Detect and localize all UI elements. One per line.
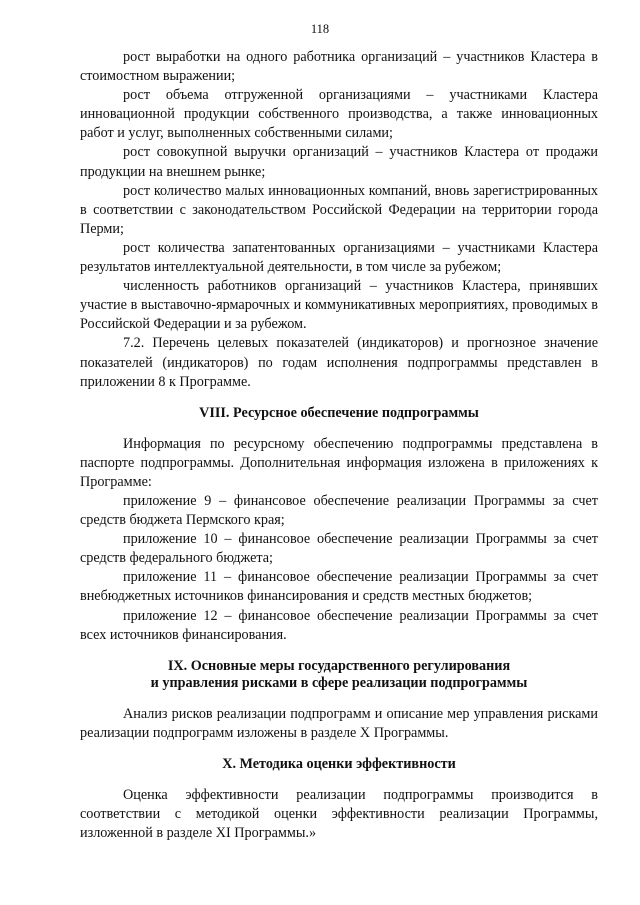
paragraph-output-per-worker: рост выработки на одного работника организаций – участников Кластера в стоимостном выражении;: [80, 49, 598, 85]
paragraph-resource-info: Информация по ресурсному обеспечению подпрограммы представлена в паспорте подпрограммы. Дополнительная информация изложена в приложениях к Программе:: [80, 435, 598, 490]
section-heading-ix: [80, 658, 598, 692]
paragraph-export-revenue: рост совокупной выручки организаций – участников Кластера от продажи продукции на внешнем рынке;: [80, 144, 598, 180]
page-number: 118: [310, 22, 330, 36]
paragraph-exhibition-participants: численность работников организаций – участников Кластера, принявших участие в выставочно-ярмарочных и коммуникативных мероприятиях, проводимых в Российской Федерации и за рубежом.: [80, 278, 598, 333]
page-content: [80, 0, 598, 843]
paragraph-appendix-9: приложение 9 – финансовое обеспечение реализации Программы за счет средств бюджета Пермского края;: [80, 492, 598, 529]
section-heading-x: X. Методика оценки эффективности: [222, 755, 456, 772]
section-heading-ix-line2: и управления рисками в сфере реализации подпрограммы: [150, 674, 528, 691]
paragraph-7-2: 7.2. Перечень целевых показателей (индикаторов) и прогнозное значение показателей (индикаторов) по годам исполнения подпрограммы представлен в приложении 8 к Программе.: [80, 335, 598, 390]
section-heading-ix-line1: IX. Основные меры государственного регулирования: [167, 657, 511, 674]
paragraph-risk-analysis: Анализ рисков реализации подпрограмм и описание мер управления рисками реализации подпрограмм изложены в разделе X Программы.: [80, 705, 598, 741]
section-heading-viii: VIII. Ресурсное обеспечение подпрограммы: [199, 404, 479, 421]
paragraph-appendix-12: приложение 12 – финансовое обеспечение реализации Программы за счет всех источников финансирования.: [80, 607, 598, 643]
paragraph-appendix-10: приложение 10 – финансовое обеспечение реализации Программы за счет средств федерального бюджета;: [80, 531, 598, 567]
paragraph-efficiency-assessment: Оценка эффективности реализации подпрограммы производится в соответствии с методикой оценки эффективности реализации Программы, изложенной в разделе XI Программы.»: [80, 786, 598, 842]
paragraph-innovative-products: рост объема отгруженной организациями – участниками Кластера инновационной продукции собственного производства, а также инновационных работ и услуг, выполненных собственными силами;: [80, 87, 598, 142]
paragraph-patents: рост количества запатентованных организациями – участниками Кластера результатов интеллектуальной деятельности, в том числе за рубежом;: [80, 239, 598, 276]
paragraph-small-companies: рост количество малых инновационных компаний, вновь зарегистрированных в соответствии с законодательством Российской Федерации на территории города Перми;: [80, 182, 598, 237]
paragraph-appendix-11: приложение 11 – финансовое обеспечение реализации Программы за счет внебюджетных источников финансирования и средств местных бюджетов;: [80, 569, 598, 605]
